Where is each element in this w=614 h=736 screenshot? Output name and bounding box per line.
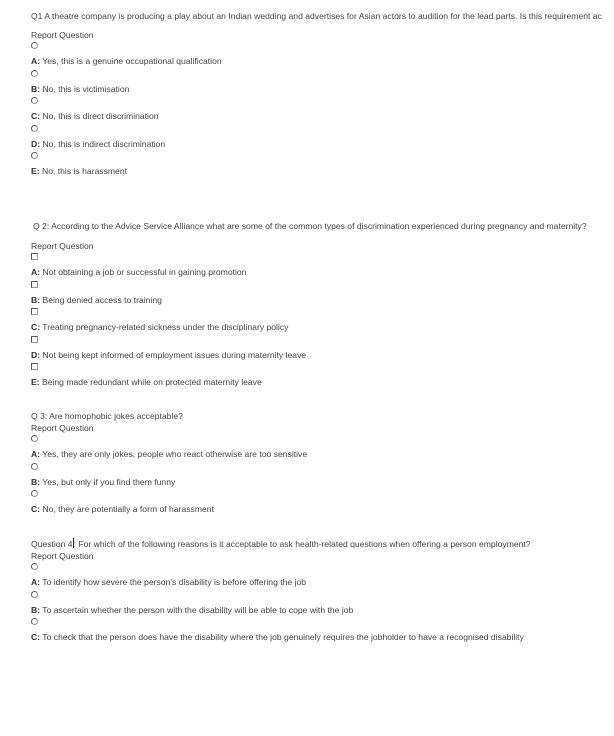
answer-letter: B:: [31, 604, 41, 615]
radio-button[interactable]: [31, 70, 38, 77]
answer-text: Yes, but only if you find them funny: [40, 476, 176, 487]
answer-option: [31, 363, 614, 391]
radio-button[interactable]: [31, 618, 38, 625]
answer-letter: E:: [31, 377, 40, 388]
radio-button[interactable]: [31, 490, 38, 497]
answer-option: [31, 563, 614, 591]
answer-text: To check that the person does have the disability where the job genuinely requires the jobholder to have a recognised disability: [40, 632, 524, 643]
answer-text: Being denied access to training: [40, 294, 162, 305]
answer-text: Yes, they are only jokes, people who react otherwise are too sensitive: [40, 449, 308, 459]
answer-option: [31, 125, 614, 153]
answer-label[interactable]: [31, 110, 614, 122]
answer-letter: C:: [31, 632, 41, 643]
answer-label[interactable]: [31, 55, 614, 67]
answer-text: Treating pregnancy-related sickness under the disciplinary policy: [40, 322, 289, 333]
answer-label[interactable]: [31, 321, 614, 333]
answer-option: [31, 281, 614, 309]
checkbox[interactable]: [31, 253, 38, 260]
answer-option: [31, 463, 614, 491]
answer-letter: C:: [31, 504, 41, 515]
answer-text: Not being kept informed of employment issues during maternity leave: [40, 349, 307, 360]
answer-label[interactable]: [31, 83, 614, 95]
answer-letter: E:: [31, 166, 40, 177]
options-list: [31, 253, 614, 391]
answer-option: [31, 70, 614, 98]
answer-option: [31, 42, 614, 70]
answer-letter: A:: [31, 577, 41, 587]
answer-letter: D:: [31, 138, 41, 149]
report-question-link[interactable]: Report Question: [31, 551, 94, 561]
answer-option: [31, 490, 614, 518]
radio-button[interactable]: [31, 42, 38, 49]
checkbox[interactable]: [31, 308, 38, 315]
answer-label[interactable]: [31, 138, 614, 150]
options-list: [31, 42, 614, 180]
checkbox[interactable]: [31, 336, 38, 343]
report-question-link[interactable]: Report Question: [31, 423, 94, 433]
options-list: [31, 435, 614, 518]
answer-letter: B:: [31, 476, 41, 487]
answer-label[interactable]: [31, 503, 614, 515]
report-question-link[interactable]: Report Question: [31, 241, 94, 251]
question-1: [31, 10, 614, 180]
question-number: Question 4: [31, 539, 73, 549]
answer-label[interactable]: [31, 631, 614, 643]
answer-text: To identify how severe the person's disability is before offering the job: [40, 577, 307, 587]
question-title: Q 2: According to the Advice Service Alliance what are some of the common types of discrimination experienced during pregnancy and maternity?: [33, 221, 587, 231]
answer-option: [31, 336, 614, 364]
answer-text: No, they are potentially a form of harassment: [40, 504, 214, 515]
answer-text: Not obtaining a job or successful in gaining promotion: [40, 267, 247, 277]
answer-text: Being made redundant while on protected maternity leave: [39, 377, 262, 388]
answer-letter: C:: [31, 111, 41, 122]
answer-option: [31, 591, 614, 619]
question-2: [33, 220, 614, 391]
checkbox[interactable]: [31, 281, 38, 288]
question-title: Q 3: Are homophobic jokes acceptable?: [31, 411, 183, 421]
answer-label[interactable]: [31, 165, 614, 177]
answer-label[interactable]: [31, 476, 614, 488]
answer-letter: C:: [31, 322, 41, 333]
report-question-link[interactable]: Report Question: [31, 30, 94, 40]
answer-label[interactable]: [31, 604, 614, 616]
answer-text: No, this is direct discrimination: [40, 111, 159, 122]
question-3: [31, 410, 614, 518]
radio-button[interactable]: [31, 125, 38, 132]
answer-label[interactable]: [31, 576, 614, 588]
answer-option: [31, 97, 614, 125]
radio-button[interactable]: [31, 152, 38, 159]
checkbox[interactable]: [31, 363, 38, 370]
options-list: [31, 563, 614, 646]
answer-label[interactable]: [31, 376, 614, 388]
answer-letter: B:: [31, 83, 41, 94]
answer-letter: A:: [31, 267, 41, 277]
answer-label[interactable]: [31, 448, 614, 460]
answer-letter: B:: [31, 294, 41, 305]
answer-option: [31, 435, 614, 463]
answer-label[interactable]: [31, 294, 614, 306]
answer-text: Yes, this is a genuine occupational qualification: [40, 56, 222, 66]
radio-button[interactable]: [31, 97, 38, 104]
radio-button[interactable]: [31, 591, 38, 598]
answer-letter: A:: [31, 449, 41, 459]
answer-label[interactable]: [31, 266, 614, 278]
question-title: Q1 A theatre company is producing a play about an Indian wedding and advertises for Asian actors to audition for the lead parts. Is this requirement ac: [31, 11, 602, 21]
answer-text: To ascertain whether the person with the disability will be able to cope with the job: [40, 604, 354, 615]
answer-letter: A:: [31, 56, 41, 66]
question-4: [31, 538, 614, 646]
question-text: : For which of the following reasons is it acceptable to ask health-related questions when offering a person employment?: [73, 539, 531, 549]
answer-text: No, this is victimisation: [40, 83, 130, 94]
question-title: [31, 538, 614, 550]
answer-option: [31, 253, 614, 281]
answer-label[interactable]: [31, 349, 614, 361]
answer-text: No, this is indirect discrimination: [40, 138, 166, 149]
answer-option: [31, 308, 614, 336]
answer-option: [31, 618, 614, 646]
radio-button[interactable]: [31, 435, 38, 442]
radio-button[interactable]: [31, 563, 38, 570]
answer-option: [31, 152, 614, 180]
answer-text: No, this is harassment: [39, 166, 127, 177]
answer-letter: D:: [31, 349, 41, 360]
radio-button[interactable]: [31, 463, 38, 470]
